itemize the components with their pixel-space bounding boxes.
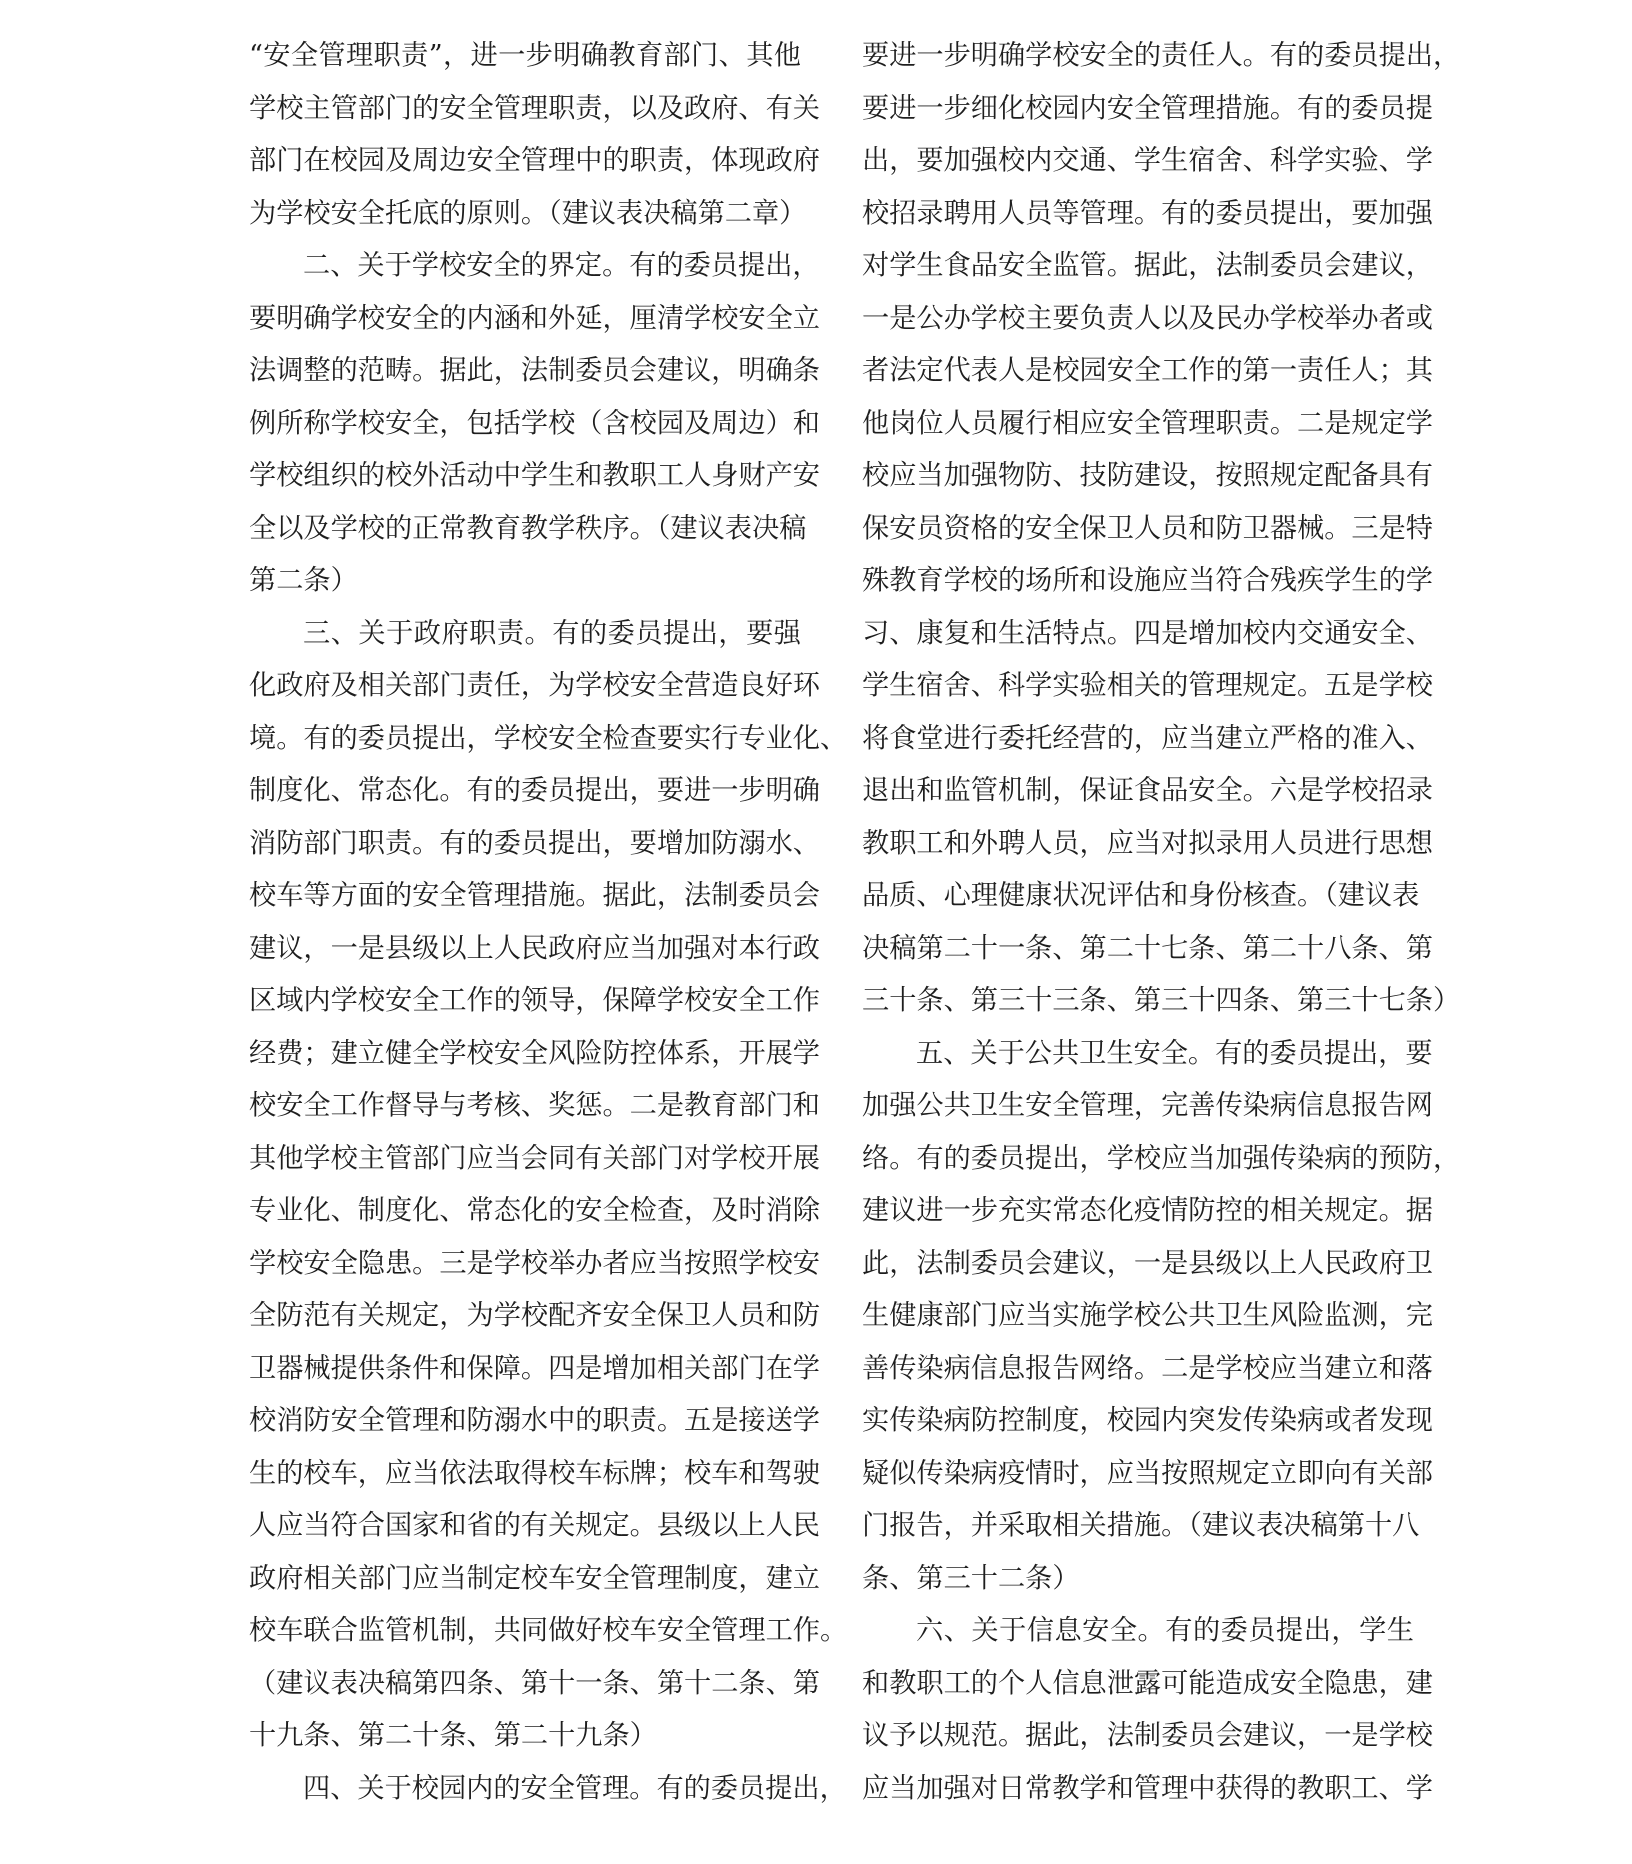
text-line: 他岗位人员履行相应安全管理职责。二是规定学 <box>862 407 1433 439</box>
text-line: 校招录聘用人员等管理。有的委员提出，要加强 <box>862 197 1433 229</box>
text-line: 一是公办学校主要负责人以及民办学校举办者或 <box>862 302 1433 334</box>
text-line: 校车联合监管机制，共同做好校车安全管理工作。 <box>249 1615 848 1646</box>
text-line: 全以及学校的正常教育教学秩序。（建议表决稿 <box>249 512 807 544</box>
text-line: 要进一步细化校园内安全管理措施。有的委员提 <box>862 92 1433 124</box>
text-line: 退出和监管机制，保证食品安全。六是学校招录 <box>862 775 1433 806</box>
text-line: 法调整的范畴。据此，法制委员会建议，明确条 <box>249 355 820 386</box>
text-line: 生健康部门应当实施学校公共卫生风险监测，完 <box>862 1300 1433 1331</box>
text-line: 决稿第二十一条、第二十七条、第二十八条、第 <box>862 932 1433 964</box>
text-line: 为学校安全托底的原则。（建议表决稿第二章） <box>249 197 807 229</box>
text-line: 实传染病防控制度，校园内突发传染病或者发现 <box>862 1405 1433 1436</box>
text-line: 六、关于信息安全。有的委员提出，学生 <box>916 1615 1414 1646</box>
text-line: 学校组织的校外活动中学生和教职工人身财产安 <box>249 460 820 491</box>
text-line: 殊教育学校的场所和设施应当符合残疾学生的学 <box>862 565 1433 596</box>
text-line: 卫器械提供条件和保障。四是增加相关部门在学 <box>249 1352 820 1384</box>
text-line: 建议，一是县级以上人民政府应当加强对本行政 <box>249 932 820 964</box>
text-line: 将食堂进行委托经营的，应当建立严格的准入、 <box>862 722 1433 754</box>
text-line: 专业化、制度化、常态化的安全检查，及时消除 <box>249 1195 820 1226</box>
text-line: 校安全工作督导与考核、奖惩。二是教育部门和 <box>249 1090 820 1121</box>
text-line: 者法定代表人是校园安全工作的第一责任人；其 <box>862 355 1433 386</box>
text-line: 和教职工的个人信息泄露可能造成安全隐患，建 <box>862 1667 1433 1699</box>
text-line: 络。有的委员提出，学校应当加强传染病的预防， <box>862 1142 1461 1174</box>
text-line: 化政府及相关部门责任，为学校安全营造良好环 <box>249 670 820 701</box>
text-line: 出，要加强校内交通、学生宿舍、科学实验、学 <box>862 145 1433 176</box>
text-line: 五、关于公共卫生安全。有的委员提出，要 <box>916 1037 1433 1069</box>
text-line: 对学生食品安全监管。据此，法制委员会建议， <box>862 250 1433 281</box>
text-line: 三十条、第三十三条、第三十四条、第三十七条） <box>862 985 1461 1016</box>
text-line: 门报告，并采取相关措施。（建议表决稿第十八 <box>862 1510 1420 1541</box>
text-line: 经费；建立健全学校安全风险防控体系，开展学 <box>249 1037 820 1069</box>
text-line: 保安员资格的安全保卫人员和防卫器械。三是特 <box>862 512 1433 544</box>
text-line: 例所称学校安全，包括学校（含校园及周边）和 <box>249 407 820 439</box>
text-line: 条、第三十二条） <box>862 1562 1080 1594</box>
text-line: 校消防安全管理和防溺水中的职责。五是接送学 <box>249 1405 820 1436</box>
text-line: 消防部门职责。有的委员提出，要增加防溺水、 <box>249 827 820 859</box>
text-line: 三、关于政府职责。有的委员提出，要强 <box>303 617 801 649</box>
text-line: 加强公共卫生安全管理，完善传染病信息报告网 <box>862 1090 1433 1121</box>
text-line: 品质、心理健康状况评估和身份核查。（建议表 <box>862 880 1420 911</box>
text-line: 议予以规范。据此，法制委员会建议，一是学校 <box>862 1720 1433 1751</box>
text-line: （建议表决稿第四条、第十一条、第十二条、第 <box>249 1667 820 1699</box>
text-line: 区域内学校安全工作的领导，保障学校安全工作 <box>249 985 820 1016</box>
text-line: 教职工和外聘人员，应当对拟录用人员进行思想 <box>862 827 1433 859</box>
text-line: 建议进一步充实常态化疫情防控的相关规定。据 <box>862 1195 1433 1226</box>
text-line: 境。有的委员提出，学校安全检查要实行专业化、 <box>249 722 848 754</box>
text-line: 四、关于校园内的安全管理。有的委员提出， <box>303 1772 847 1804</box>
text-line: 制度化、常态化。有的委员提出，要进一步明确 <box>249 775 820 806</box>
text-line: “安全管理职责”，进一步明确教育部门、其他 <box>249 40 801 71</box>
text-line: 要明确学校安全的内涵和外延，厘清学校安全立 <box>249 302 820 334</box>
right-text-column <box>862 30 1461 1815</box>
text-line: 十九条、第二十条、第二十九条） <box>249 1720 657 1751</box>
text-line: 学校安全隐患。三是学校举办者应当按照学校安 <box>249 1247 820 1279</box>
text-line: 人应当符合国家和省的有关规定。县级以上人民 <box>249 1510 820 1541</box>
text-line: 要进一步明确学校安全的责任人。有的委员提出， <box>862 40 1461 71</box>
text-line: 第二条） <box>249 565 358 596</box>
text-line: 生的校车，应当依法取得校车标牌；校车和驾驶 <box>249 1457 820 1489</box>
text-line: 习、康复和生活特点。四是增加校内交通安全、 <box>862 617 1433 649</box>
text-line: 部门在校园及周边安全管理中的职责，体现政府 <box>249 145 820 176</box>
text-line: 其他学校主管部门应当会同有关部门对学校开展 <box>249 1142 820 1174</box>
text-line: 全防范有关规定，为学校配齐安全保卫人员和防 <box>249 1300 820 1331</box>
text-line: 二、关于学校安全的界定。有的委员提出， <box>303 250 820 281</box>
text-line: 学生宿舍、科学实验相关的管理规定。五是学校 <box>862 670 1433 701</box>
left-text-column <box>249 30 848 1815</box>
text-line: 校车等方面的安全管理措施。据此，法制委员会 <box>249 880 820 911</box>
text-line: 学校主管部门的安全管理职责，以及政府、有关 <box>249 92 820 124</box>
text-line: 善传染病信息报告网络。二是学校应当建立和落 <box>862 1352 1433 1384</box>
text-line: 此，法制委员会建议，一是县级以上人民政府卫 <box>862 1247 1433 1279</box>
text-line: 校应当加强物防、技防建设，按照规定配备具有 <box>862 460 1433 491</box>
text-line: 疑似传染病疫情时，应当按照规定立即向有关部 <box>862 1457 1433 1489</box>
text-line: 应当加强对日常教学和管理中获得的教职工、学 <box>862 1772 1433 1804</box>
text-line: 政府相关部门应当制定校车安全管理制度，建立 <box>249 1562 820 1594</box>
